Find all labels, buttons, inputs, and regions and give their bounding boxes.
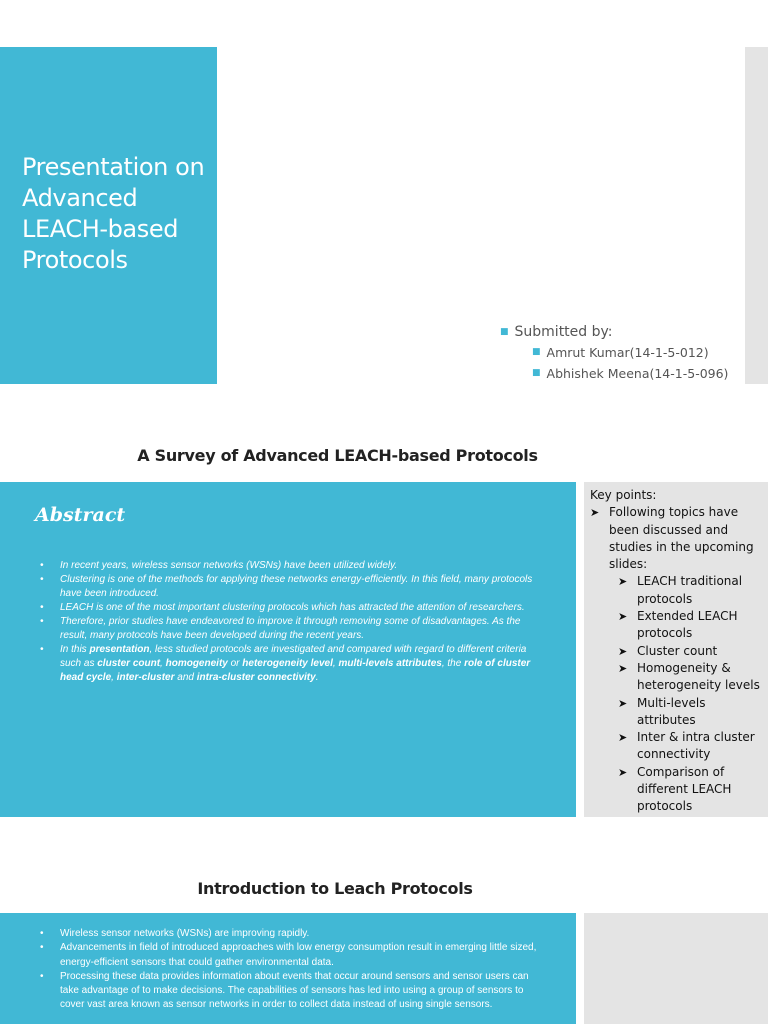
key-point-item bbox=[590, 573, 766, 608]
abstract-text: or bbox=[227, 658, 243, 669]
arrow-bullet-icon: ➤ bbox=[618, 765, 628, 779]
key-points-intro-row bbox=[590, 504, 766, 573]
abstract-list bbox=[40, 559, 540, 685]
abstract-text: , bbox=[111, 672, 117, 683]
key-point-text: Comparison of different LEACH protocols bbox=[637, 764, 732, 814]
arrow-bullet-icon: ➤ bbox=[618, 661, 628, 675]
arrow-bullet-icon: ➤ bbox=[618, 610, 628, 624]
abstract-text: , bbox=[332, 658, 339, 669]
key-point-item bbox=[590, 764, 766, 816]
arrow-bullet-icon: ➤ bbox=[618, 731, 628, 745]
intro-list bbox=[40, 927, 540, 1013]
abstract-text: , the bbox=[441, 658, 465, 669]
arrow-bullet-icon: ➤ bbox=[618, 575, 628, 589]
intro-item: • Wireless sensor networks (WSNs) are improving rapidly. bbox=[40, 927, 540, 941]
bullet-dot-icon: ■ bbox=[532, 368, 541, 378]
key-point-item bbox=[590, 608, 766, 643]
submitted-by-row bbox=[500, 322, 728, 342]
abstract-item: • Clustering is one of the methods for applying these networks energy-efficiently. In this field, many protocols have been introduced. bbox=[40, 573, 540, 601]
key-point-text: Cluster count bbox=[637, 643, 718, 658]
key-points-label: Key points: bbox=[590, 488, 657, 502]
abstract-emphasis: cluster count bbox=[97, 658, 161, 669]
submitted-by-block bbox=[500, 322, 728, 384]
abstract-emphasis: homogeneity bbox=[165, 658, 228, 669]
presentation-title: Presentation on Advanced LEACH-based Protocols bbox=[22, 153, 205, 274]
abstract-text: , less studied protocols are investigated and compared with regard to different criteria such as bbox=[60, 644, 527, 669]
abstract-item bbox=[40, 643, 540, 685]
abstract-emphasis: inter-cluster bbox=[116, 672, 175, 683]
abstract-text: . bbox=[315, 672, 319, 683]
author-name: Abhishek Meena(14-1-5-096) bbox=[546, 366, 729, 381]
author-row bbox=[532, 363, 728, 384]
abstract-item: • Therefore, prior studies have endeavored to improve it through removing some of disadvantages. As the result, many protocols have been developed during the recent years. bbox=[40, 615, 540, 643]
key-point-text: LEACH traditional protocols bbox=[637, 574, 743, 606]
bullet-dot-icon: ■ bbox=[532, 347, 541, 357]
key-point-item bbox=[590, 729, 766, 764]
submitted-by-label: Submitted by: bbox=[514, 324, 613, 340]
key-point-text: Inter & intra cluster connectivity bbox=[637, 730, 755, 762]
survey-slide-title: A Survey of Advanced LEACH-based Protocols bbox=[137, 446, 538, 465]
intro-item: • Processing these data provides information about events that occur around sensors and sensor users can take advantage of to make decisions. The capabilities of sensors has led into using a group of sensors to cover vast area known as sensor networks in order to collect data instead of using single sensors. bbox=[40, 970, 540, 1013]
abstract-emphasis: presentation bbox=[89, 644, 150, 655]
intro-side-panel bbox=[584, 913, 768, 1024]
abstract-text: and bbox=[174, 672, 197, 683]
key-points-list bbox=[590, 487, 766, 816]
abstract-emphasis: multi-levels attributes bbox=[338, 658, 442, 669]
arrow-bullet-icon: ➤ bbox=[618, 644, 628, 658]
arrow-bullet-icon: ➤ bbox=[590, 506, 600, 520]
key-point-item bbox=[590, 660, 766, 695]
abstract-emphasis: heterogeneity level bbox=[242, 658, 333, 669]
key-point-text: Multi-levels attributes bbox=[637, 695, 706, 727]
intro-slide-title: Introduction to Leach Protocols bbox=[197, 879, 473, 898]
abstract-item: • In recent years, wireless sensor networks (WSNs) have been utilized widely. bbox=[40, 559, 540, 573]
abstract-text: In this bbox=[60, 644, 90, 655]
abstract-emphasis: intra-cluster connectivity bbox=[196, 672, 316, 683]
arrow-bullet-icon: ➤ bbox=[618, 696, 628, 710]
abstract-emphasis: role of cluster head cycle bbox=[60, 658, 531, 683]
title-slide-side-bar bbox=[745, 47, 768, 384]
key-point-text: Extended LEACH protocols bbox=[637, 609, 738, 641]
key-points-intro: Following topics have been discussed and studies in the upcoming slides: bbox=[609, 505, 754, 572]
author-row bbox=[532, 342, 728, 363]
bullet-dot-icon: ■ bbox=[500, 327, 509, 337]
key-point-item bbox=[590, 695, 766, 730]
key-point-item bbox=[590, 643, 766, 660]
abstract-item: • LEACH is one of the most important clustering protocols which has attracted the attention of researchers. bbox=[40, 601, 540, 615]
abstract-heading: Abstract bbox=[35, 504, 126, 526]
abstract-text: , bbox=[160, 658, 166, 669]
key-point-text: Homogeneity & heterogeneity levels bbox=[637, 660, 760, 693]
author-name: Amrut Kumar(14-1-5-012) bbox=[546, 345, 709, 360]
intro-item: • Advancements in field of introduced approaches with low energy consumption result in emerging little sized, energy-efficient sensors that could gather environmental data. bbox=[40, 941, 540, 970]
